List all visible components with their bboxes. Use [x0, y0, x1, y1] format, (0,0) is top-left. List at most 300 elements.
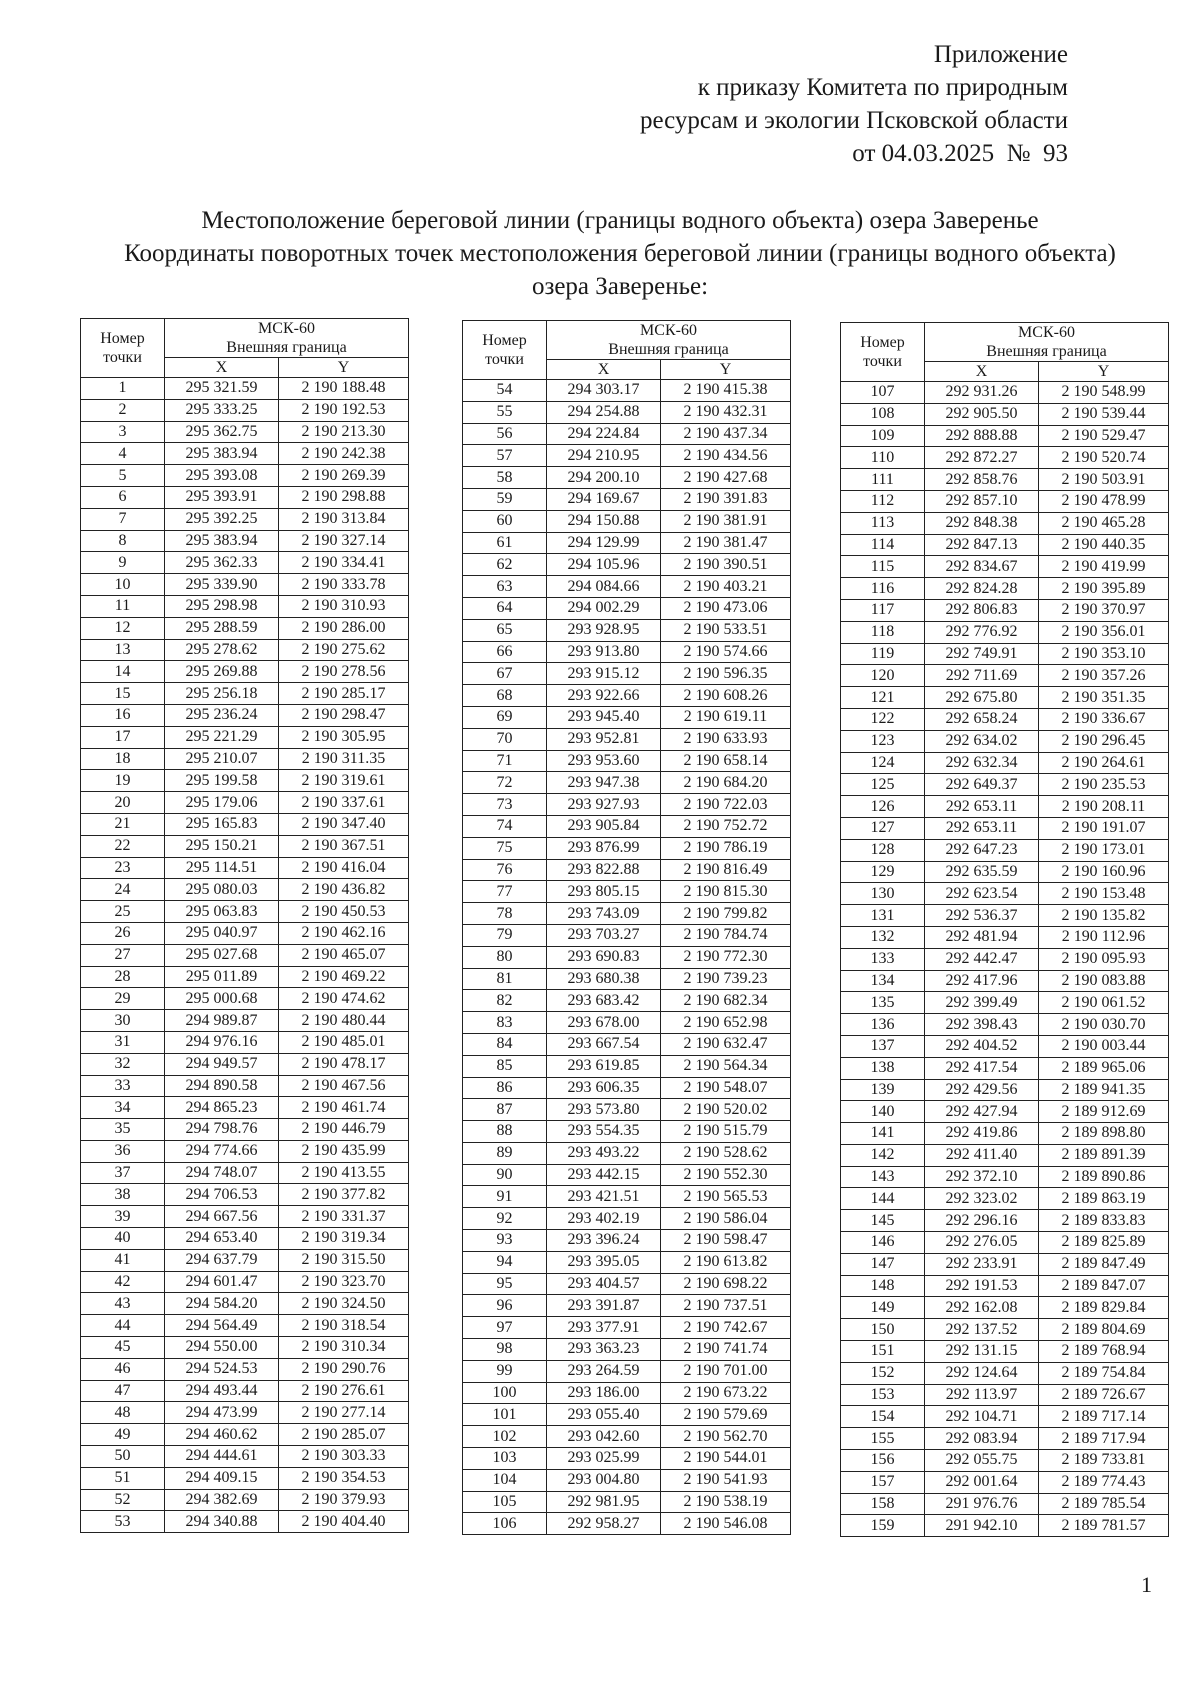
y-coordinate: 2 190 315.50 — [279, 1249, 409, 1271]
table-row — [841, 1101, 1169, 1123]
point-number: 45 — [81, 1337, 165, 1359]
point-number: 91 — [463, 1186, 547, 1208]
point-number: 14 — [81, 661, 165, 683]
table-row — [841, 1319, 1169, 1341]
table-row — [841, 992, 1169, 1014]
y-coordinate: 2 190 416.04 — [279, 857, 409, 879]
x-coordinate: 292 958.27 — [547, 1513, 661, 1535]
point-number: 129 — [841, 861, 925, 883]
header-system-label: МСК-60 — [640, 322, 697, 339]
y-coordinate: 2 189 785.54 — [1039, 1493, 1169, 1515]
x-coordinate: 294 550.00 — [165, 1337, 279, 1359]
x-coordinate: 292 888.88 — [925, 425, 1039, 447]
point-number: 17 — [81, 726, 165, 748]
point-number: 81 — [463, 968, 547, 990]
x-coordinate: 294 584.20 — [165, 1293, 279, 1315]
x-coordinate: 292 847.13 — [925, 534, 1039, 556]
y-coordinate: 2 190 192.53 — [279, 399, 409, 421]
x-coordinate: 295 383.94 — [165, 443, 279, 465]
point-number: 26 — [81, 922, 165, 944]
y-coordinate: 2 189 898.80 — [1039, 1123, 1169, 1145]
x-coordinate: 292 442.47 — [925, 948, 1039, 970]
table-row — [81, 574, 409, 596]
x-coordinate: 295 165.83 — [165, 813, 279, 835]
x-coordinate: 292 749.91 — [925, 643, 1039, 665]
point-number: 9 — [81, 552, 165, 574]
header-system-label: МСК-60 — [1018, 324, 1075, 341]
y-coordinate: 2 190 319.61 — [279, 770, 409, 792]
x-coordinate: 293 606.35 — [547, 1077, 661, 1099]
point-number: 23 — [81, 857, 165, 879]
x-coordinate: 293 947.38 — [547, 772, 661, 794]
point-number: 40 — [81, 1228, 165, 1250]
table-row — [463, 380, 791, 402]
table-row — [463, 1012, 791, 1034]
y-coordinate: 2 190 632.47 — [661, 1033, 791, 1055]
point-number: 97 — [463, 1317, 547, 1339]
x-coordinate: 295 288.59 — [165, 617, 279, 639]
x-coordinate: 295 210.07 — [165, 748, 279, 770]
table-row — [841, 752, 1169, 774]
table-row — [81, 835, 409, 857]
point-number: 59 — [463, 488, 547, 510]
y-coordinate: 2 190 579.69 — [661, 1404, 791, 1426]
y-coordinate: 2 190 083.88 — [1039, 970, 1169, 992]
table-row — [841, 1144, 1169, 1166]
y-coordinate: 2 190 391.83 — [661, 488, 791, 510]
y-coordinate: 2 190 242.38 — [279, 443, 409, 465]
point-number: 131 — [841, 905, 925, 927]
point-number: 68 — [463, 685, 547, 707]
table-row — [463, 1077, 791, 1099]
x-coordinate: 293 186.00 — [547, 1382, 661, 1404]
point-number: 22 — [81, 835, 165, 857]
point-number: 11 — [81, 595, 165, 617]
table-row — [841, 1253, 1169, 1275]
point-number: 65 — [463, 619, 547, 641]
table-row — [81, 1511, 409, 1533]
table-row — [81, 1075, 409, 1097]
y-coordinate: 2 190 353.10 — [1039, 643, 1169, 665]
point-number: 100 — [463, 1382, 547, 1404]
y-coordinate: 2 190 478.99 — [1039, 490, 1169, 512]
y-coordinate: 2 190 515.79 — [661, 1121, 791, 1143]
table-row — [81, 530, 409, 552]
table-row — [841, 1232, 1169, 1254]
x-coordinate: 294 084.66 — [547, 576, 661, 598]
x-coordinate: 295 362.75 — [165, 421, 279, 443]
table-row — [841, 578, 1169, 600]
y-coordinate: 2 190 290.76 — [279, 1358, 409, 1380]
y-coordinate: 2 190 533.51 — [661, 619, 791, 641]
x-coordinate: 294 340.88 — [165, 1511, 279, 1533]
x-coordinate: 293 743.09 — [547, 903, 661, 925]
table-row — [463, 467, 791, 489]
point-number: 54 — [463, 380, 547, 402]
table-row — [463, 423, 791, 445]
y-coordinate: 2 190 351.35 — [1039, 687, 1169, 709]
table-row — [81, 1271, 409, 1293]
table-row — [81, 1184, 409, 1206]
y-coordinate: 2 189 717.94 — [1039, 1428, 1169, 1450]
point-number: 12 — [81, 617, 165, 639]
table-row — [463, 1164, 791, 1186]
x-coordinate: 295 278.62 — [165, 639, 279, 661]
table-row — [81, 1249, 409, 1271]
y-coordinate: 2 189 781.57 — [1039, 1515, 1169, 1537]
x-coordinate: 295 393.08 — [165, 465, 279, 487]
x-coordinate: 292 055.75 — [925, 1450, 1039, 1472]
table-row — [463, 815, 791, 837]
y-coordinate: 2 190 324.50 — [279, 1293, 409, 1315]
table-row — [841, 730, 1169, 752]
table-row — [81, 1358, 409, 1380]
table-row — [463, 663, 791, 685]
table-row — [841, 1057, 1169, 1079]
x-coordinate: 293 391.87 — [547, 1295, 661, 1317]
header-y: Y — [661, 360, 791, 380]
table-row — [81, 901, 409, 923]
x-coordinate: 293 805.15 — [547, 881, 661, 903]
point-number: 70 — [463, 728, 547, 750]
point-number: 13 — [81, 639, 165, 661]
y-coordinate: 2 190 450.53 — [279, 901, 409, 923]
x-coordinate: 295 199.58 — [165, 770, 279, 792]
table-row — [841, 665, 1169, 687]
table-row — [841, 1341, 1169, 1363]
point-number: 89 — [463, 1142, 547, 1164]
table-row — [81, 1010, 409, 1032]
x-coordinate: 292 398.43 — [925, 1014, 1039, 1036]
table-row — [463, 728, 791, 750]
y-coordinate: 2 190 269.39 — [279, 465, 409, 487]
y-coordinate: 2 190 173.01 — [1039, 839, 1169, 861]
point-number: 46 — [81, 1358, 165, 1380]
coordinates-table-2 — [462, 320, 791, 1535]
y-coordinate: 2 190 816.49 — [661, 859, 791, 881]
y-coordinate: 2 190 562.70 — [661, 1426, 791, 1448]
point-number: 32 — [81, 1053, 165, 1075]
table-row — [841, 1450, 1169, 1472]
x-coordinate: 294 105.96 — [547, 554, 661, 576]
table-row — [841, 1188, 1169, 1210]
header-x: X — [165, 358, 279, 378]
x-coordinate: 292 653.11 — [925, 796, 1039, 818]
x-coordinate: 294 382.69 — [165, 1489, 279, 1511]
title-line-1: Местоположение береговой линии (границы водного объекта) озера Заверенье — [201, 207, 1039, 234]
point-number: 43 — [81, 1293, 165, 1315]
table-row — [463, 924, 791, 946]
x-coordinate: 293 667.54 — [547, 1033, 661, 1055]
table-row — [841, 1297, 1169, 1319]
y-coordinate: 2 190 440.35 — [1039, 534, 1169, 556]
point-number: 128 — [841, 839, 925, 861]
y-coordinate: 2 190 285.07 — [279, 1424, 409, 1446]
y-coordinate: 2 190 652.98 — [661, 1012, 791, 1034]
table-row — [841, 1428, 1169, 1450]
point-number: 112 — [841, 490, 925, 512]
point-number: 41 — [81, 1249, 165, 1271]
x-coordinate: 292 419.86 — [925, 1123, 1039, 1145]
y-coordinate: 2 190 598.47 — [661, 1230, 791, 1252]
table-row — [81, 1031, 409, 1053]
table-row — [81, 683, 409, 705]
point-number: 103 — [463, 1448, 547, 1470]
table-row — [81, 879, 409, 901]
x-coordinate: 293 703.27 — [547, 924, 661, 946]
x-coordinate: 295 339.90 — [165, 574, 279, 596]
x-coordinate: 295 236.24 — [165, 704, 279, 726]
point-number: 86 — [463, 1077, 547, 1099]
y-coordinate: 2 190 529.47 — [1039, 425, 1169, 447]
point-number: 3 — [81, 421, 165, 443]
table-row — [81, 443, 409, 465]
x-coordinate: 293 573.80 — [547, 1099, 661, 1121]
y-coordinate: 2 189 829.84 — [1039, 1297, 1169, 1319]
x-coordinate: 295 362.33 — [165, 552, 279, 574]
y-coordinate: 2 190 565.53 — [661, 1186, 791, 1208]
point-number: 104 — [463, 1469, 547, 1491]
y-coordinate: 2 189 847.07 — [1039, 1275, 1169, 1297]
y-coordinate: 2 190 739.23 — [661, 968, 791, 990]
y-coordinate: 2 190 381.47 — [661, 532, 791, 554]
point-number: 93 — [463, 1230, 547, 1252]
x-coordinate: 293 953.60 — [547, 750, 661, 772]
table-row — [463, 990, 791, 1012]
y-coordinate: 2 190 480.44 — [279, 1010, 409, 1032]
table-row — [81, 1446, 409, 1468]
x-coordinate: 292 427.94 — [925, 1101, 1039, 1123]
point-number: 124 — [841, 752, 925, 774]
x-coordinate: 292 647.23 — [925, 839, 1039, 861]
header-point-number: Номер точки — [841, 323, 925, 382]
x-coordinate: 295 392.25 — [165, 508, 279, 530]
y-coordinate: 2 189 890.86 — [1039, 1166, 1169, 1188]
y-coordinate: 2 189 863.19 — [1039, 1188, 1169, 1210]
y-coordinate: 2 189 804.69 — [1039, 1319, 1169, 1341]
x-coordinate: 293 421.51 — [547, 1186, 661, 1208]
point-number: 48 — [81, 1402, 165, 1424]
y-coordinate: 2 189 754.84 — [1039, 1362, 1169, 1384]
table-row — [841, 1123, 1169, 1145]
x-coordinate: 292 296.16 — [925, 1210, 1039, 1232]
x-coordinate: 295 179.06 — [165, 792, 279, 814]
y-coordinate: 2 190 347.40 — [279, 813, 409, 835]
y-coordinate: 2 189 912.69 — [1039, 1101, 1169, 1123]
point-number: 156 — [841, 1450, 925, 1472]
table-row — [463, 1448, 791, 1470]
header-point-number: Номер точки — [463, 321, 547, 380]
header-y: Y — [1039, 362, 1169, 382]
table-row — [841, 1035, 1169, 1057]
y-coordinate: 2 190 596.35 — [661, 663, 791, 685]
table-row — [841, 861, 1169, 883]
x-coordinate: 292 162.08 — [925, 1297, 1039, 1319]
y-coordinate: 2 189 833.83 — [1039, 1210, 1169, 1232]
table-row — [81, 1315, 409, 1337]
x-coordinate: 292 848.38 — [925, 512, 1039, 534]
y-coordinate: 2 190 285.17 — [279, 683, 409, 705]
point-number: 25 — [81, 901, 165, 923]
point-number: 143 — [841, 1166, 925, 1188]
point-number: 134 — [841, 970, 925, 992]
table-row — [463, 641, 791, 663]
y-coordinate: 2 190 318.54 — [279, 1315, 409, 1337]
table-row — [463, 1426, 791, 1448]
point-number: 75 — [463, 837, 547, 859]
y-coordinate: 2 190 112.96 — [1039, 926, 1169, 948]
point-number: 152 — [841, 1362, 925, 1384]
y-coordinate: 2 190 467.56 — [279, 1075, 409, 1097]
x-coordinate: 294 002.29 — [547, 597, 661, 619]
x-coordinate: 293 922.66 — [547, 685, 661, 707]
x-coordinate: 293 025.99 — [547, 1448, 661, 1470]
y-coordinate: 2 190 311.35 — [279, 748, 409, 770]
x-coordinate: 292 137.52 — [925, 1319, 1039, 1341]
point-number: 135 — [841, 992, 925, 1014]
table-row — [841, 1014, 1169, 1036]
table-row — [841, 512, 1169, 534]
table-row — [841, 1362, 1169, 1384]
header-coordinate-system — [165, 319, 409, 358]
header-boundary-label: Внешняя граница — [226, 339, 347, 356]
x-coordinate: 292 905.50 — [925, 403, 1039, 425]
x-coordinate: 294 637.79 — [165, 1249, 279, 1271]
point-number: 35 — [81, 1119, 165, 1141]
table-row — [81, 813, 409, 835]
y-coordinate: 2 190 564.34 — [661, 1055, 791, 1077]
x-coordinate: 292 857.10 — [925, 490, 1039, 512]
table-row — [841, 643, 1169, 665]
table-row — [841, 621, 1169, 643]
x-coordinate: 294 949.57 — [165, 1053, 279, 1075]
point-number: 117 — [841, 599, 925, 621]
y-coordinate: 2 190 539.44 — [1039, 403, 1169, 425]
table-row — [841, 1471, 1169, 1493]
point-number: 90 — [463, 1164, 547, 1186]
header-x: X — [925, 362, 1039, 382]
table-row — [81, 1140, 409, 1162]
x-coordinate: 293 945.40 — [547, 706, 661, 728]
table-row — [463, 1230, 791, 1252]
y-coordinate: 2 190 327.14 — [279, 530, 409, 552]
x-coordinate: 292 131.15 — [925, 1341, 1039, 1363]
table-row — [81, 748, 409, 770]
x-coordinate: 293 952.81 — [547, 728, 661, 750]
y-coordinate: 2 190 633.93 — [661, 728, 791, 750]
y-coordinate: 2 190 784.74 — [661, 924, 791, 946]
y-coordinate: 2 189 847.49 — [1039, 1253, 1169, 1275]
x-coordinate: 294 748.07 — [165, 1162, 279, 1184]
point-number: 84 — [463, 1033, 547, 1055]
x-coordinate: 292 658.24 — [925, 708, 1039, 730]
x-coordinate: 292 083.94 — [925, 1428, 1039, 1450]
table-row — [463, 1404, 791, 1426]
y-coordinate: 2 190 684.20 — [661, 772, 791, 794]
y-coordinate: 2 190 737.51 — [661, 1295, 791, 1317]
table-row — [463, 750, 791, 772]
y-coordinate: 2 190 541.93 — [661, 1469, 791, 1491]
y-coordinate: 2 190 334.41 — [279, 552, 409, 574]
point-number: 77 — [463, 881, 547, 903]
point-number: 62 — [463, 554, 547, 576]
point-number: 82 — [463, 990, 547, 1012]
point-number: 24 — [81, 879, 165, 901]
y-coordinate: 2 190 379.93 — [279, 1489, 409, 1511]
point-number: 121 — [841, 687, 925, 709]
x-coordinate: 293 905.84 — [547, 815, 661, 837]
point-number: 127 — [841, 817, 925, 839]
x-coordinate: 295 298.98 — [165, 595, 279, 617]
y-coordinate: 2 190 548.07 — [661, 1077, 791, 1099]
table-row — [841, 708, 1169, 730]
point-number: 18 — [81, 748, 165, 770]
y-coordinate: 2 190 296.45 — [1039, 730, 1169, 752]
x-coordinate: 294 524.53 — [165, 1358, 279, 1380]
header-line-2: к приказу Комитета по природным — [697, 74, 1068, 101]
header-coordinate-system — [547, 321, 791, 360]
y-coordinate: 2 190 742.67 — [661, 1317, 791, 1339]
x-coordinate: 293 493.22 — [547, 1142, 661, 1164]
x-coordinate: 292 711.69 — [925, 665, 1039, 687]
point-number: 114 — [841, 534, 925, 556]
point-number: 159 — [841, 1515, 925, 1537]
x-coordinate: 293 927.93 — [547, 794, 661, 816]
point-number: 52 — [81, 1489, 165, 1511]
point-number: 27 — [81, 944, 165, 966]
x-coordinate: 293 402.19 — [547, 1208, 661, 1230]
y-coordinate: 2 190 786.19 — [661, 837, 791, 859]
x-coordinate: 294 865.23 — [165, 1097, 279, 1119]
x-coordinate: 292 824.28 — [925, 578, 1039, 600]
y-coordinate: 2 190 319.34 — [279, 1228, 409, 1250]
point-number: 8 — [81, 530, 165, 552]
point-number: 15 — [81, 683, 165, 705]
x-coordinate: 292 191.53 — [925, 1275, 1039, 1297]
x-coordinate: 295 063.83 — [165, 901, 279, 923]
table-row — [81, 704, 409, 726]
x-coordinate: 294 460.62 — [165, 1424, 279, 1446]
x-coordinate: 292 536.37 — [925, 905, 1039, 927]
y-coordinate: 2 190 030.70 — [1039, 1014, 1169, 1036]
table-row — [463, 1251, 791, 1273]
point-number: 145 — [841, 1210, 925, 1232]
x-coordinate: 293 683.42 — [547, 990, 661, 1012]
x-coordinate: 295 080.03 — [165, 879, 279, 901]
x-coordinate: 294 774.66 — [165, 1140, 279, 1162]
x-coordinate: 292 399.49 — [925, 992, 1039, 1014]
point-number: 108 — [841, 403, 925, 425]
y-coordinate: 2 190 381.91 — [661, 510, 791, 532]
x-coordinate: 294 976.16 — [165, 1031, 279, 1053]
point-number: 20 — [81, 792, 165, 814]
y-coordinate: 2 190 313.84 — [279, 508, 409, 530]
y-coordinate: 2 190 461.74 — [279, 1097, 409, 1119]
header-boundary-label: Внешняя граница — [986, 343, 1107, 360]
y-coordinate: 2 190 413.55 — [279, 1162, 409, 1184]
x-coordinate: 291 976.76 — [925, 1493, 1039, 1515]
table-row — [841, 403, 1169, 425]
y-coordinate: 2 189 965.06 — [1039, 1057, 1169, 1079]
table-row — [81, 465, 409, 487]
x-coordinate: 293 042.60 — [547, 1426, 661, 1448]
point-number: 56 — [463, 423, 547, 445]
x-coordinate: 292 776.92 — [925, 621, 1039, 643]
point-number: 146 — [841, 1232, 925, 1254]
table-row — [463, 1121, 791, 1143]
point-number: 36 — [81, 1140, 165, 1162]
y-coordinate: 2 190 474.62 — [279, 988, 409, 1010]
